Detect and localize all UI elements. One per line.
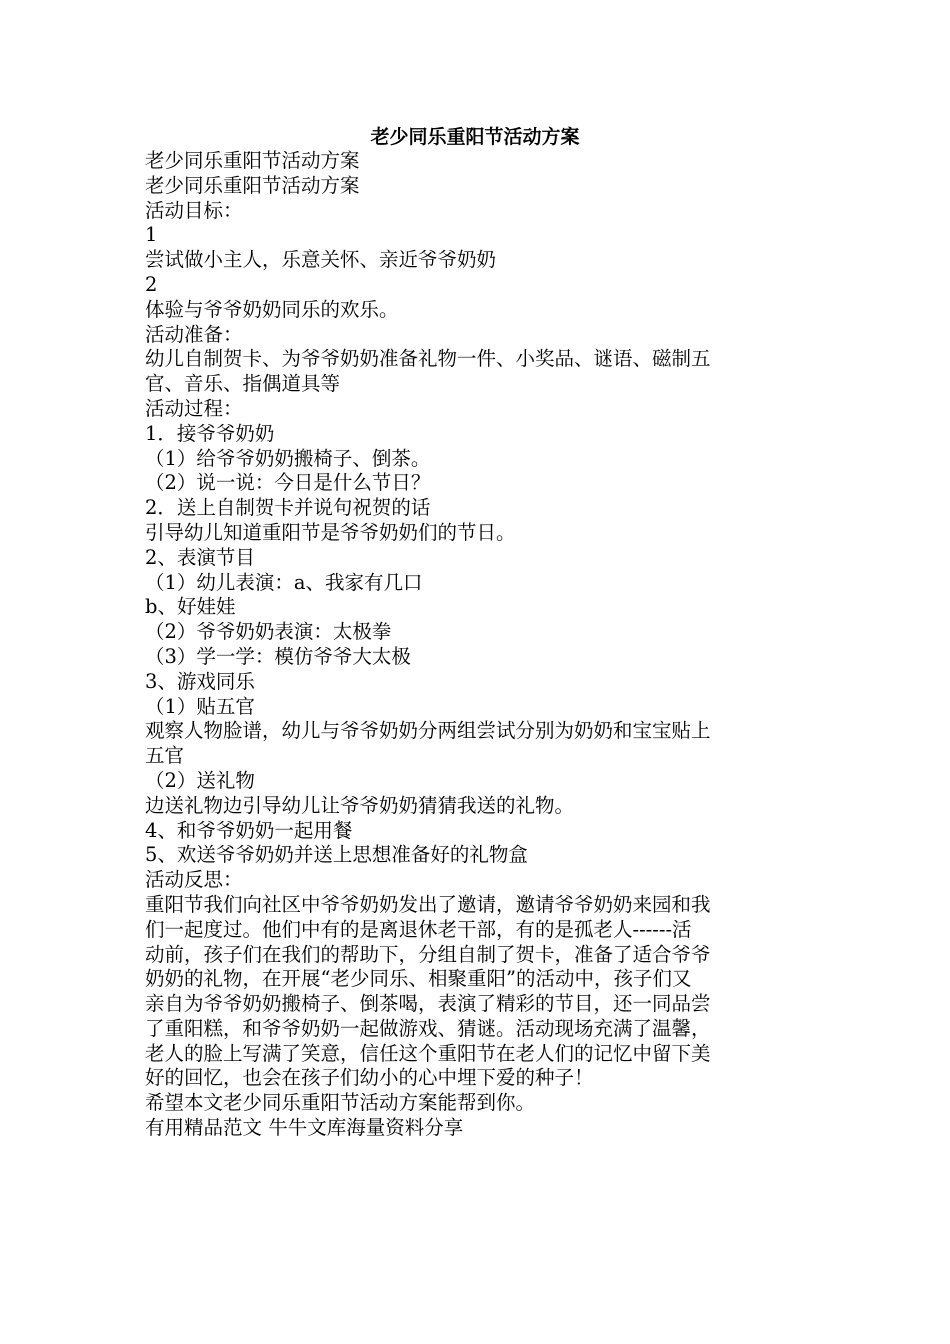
section-heading-goals: 活动目标：	[145, 198, 243, 222]
body-line: 边送礼物边引导幼儿让爷爷奶奶猜猜我送的礼物。	[145, 793, 575, 817]
body-line: 好的回忆，也会在孩子们幼小的心中埋下爱的种子！	[145, 1066, 594, 1090]
body-line: 们一起度过。他们中有的是离退休老干部，有的是孤老人------活	[145, 917, 692, 941]
body-line: 4、和爷爷奶奶一起用餐	[145, 818, 353, 842]
body-line: （1）给爷爷奶奶搬椅子、倒茶。	[145, 446, 431, 470]
body-line: 3、游戏同乐	[145, 669, 255, 693]
footer-line: 有用精品范文 牛牛文库海量资料分享	[145, 1116, 464, 1140]
body-line: （3）学一学：模仿爷爷大太极	[145, 644, 411, 668]
body-line: 老少同乐重阳节活动方案	[145, 149, 360, 172]
document-title: 老少同乐重阳节活动方案	[370, 126, 580, 148]
body-line: （1）贴五官	[145, 694, 255, 718]
section-heading-process: 活动过程：	[145, 396, 243, 420]
body-line: b、好娃娃	[145, 595, 236, 619]
body-line: 奶奶的礼物，在开展“老少同乐、相聚重阳”的活动中，孩子们又	[145, 967, 692, 991]
body-line: 2．送上自制贺卡并说句祝贺的话	[145, 496, 431, 520]
body-line: 尝试做小主人，乐意关怀、亲近爷爷奶奶	[145, 248, 497, 272]
body-line: 官、音乐、指偶道具等	[145, 372, 341, 396]
document-body	[145, 149, 797, 1141]
body-line: 引导幼儿知道重阳节是爷爷奶奶们的节日。	[145, 520, 516, 544]
body-line: 2、表演节目	[145, 545, 255, 569]
body-line: 1．接爷爷奶奶	[145, 421, 275, 445]
body-line: 幼儿自制贺卡、为爷爷奶奶准备礼物一件、小奖品、谜语、磁制五	[145, 347, 711, 371]
body-line: 希望本文老少同乐重阳节活动方案能帮到你。	[145, 1091, 536, 1115]
body-line: （2）送礼物	[145, 768, 255, 792]
body-line: 老少同乐重阳节活动方案	[145, 173, 360, 197]
body-line: 体验与爷爷奶奶同乐的欢乐。	[145, 297, 399, 321]
body-line: 5、欢送爷爷奶奶并送上思想准备好的礼物盒	[145, 843, 528, 867]
list-number: 2	[145, 272, 158, 296]
body-line: 观察人物脸谱，幼儿与爷爷奶奶分两组尝试分别为奶奶和宝宝贴上	[145, 719, 711, 743]
body-line: （2）说一说：今日是什么节日？	[145, 471, 431, 495]
body-line: 老人的脸上写满了笑意，信任这个重阳节在老人们的记忆中留下美	[145, 1041, 711, 1065]
section-heading-reflection: 活动反思：	[145, 868, 243, 892]
body-line: 亲自为爷爷奶奶搬椅子、倒茶喝，表演了精彩的节目，还一同品尝	[145, 992, 711, 1016]
body-line: （2）爷爷奶奶表演：太极拳	[145, 620, 392, 644]
list-number: 1	[145, 223, 158, 247]
body-line: 重阳节我们向社区中爷爷奶奶发出了邀请，邀请爷爷奶奶来园和我	[145, 892, 711, 916]
body-line: 动前，孩子们在我们的帮助下，分组自制了贺卡，准备了适合爷爷	[145, 942, 711, 966]
section-heading-preparation: 活动准备：	[145, 322, 243, 346]
body-line: 了重阳糕，和爷爷奶奶一起做游戏、猜谜。活动现场充满了温馨，	[145, 1016, 711, 1040]
body-line: 五官	[145, 744, 185, 768]
body-line: （1）幼儿表演：a、我家有几口	[145, 570, 423, 594]
